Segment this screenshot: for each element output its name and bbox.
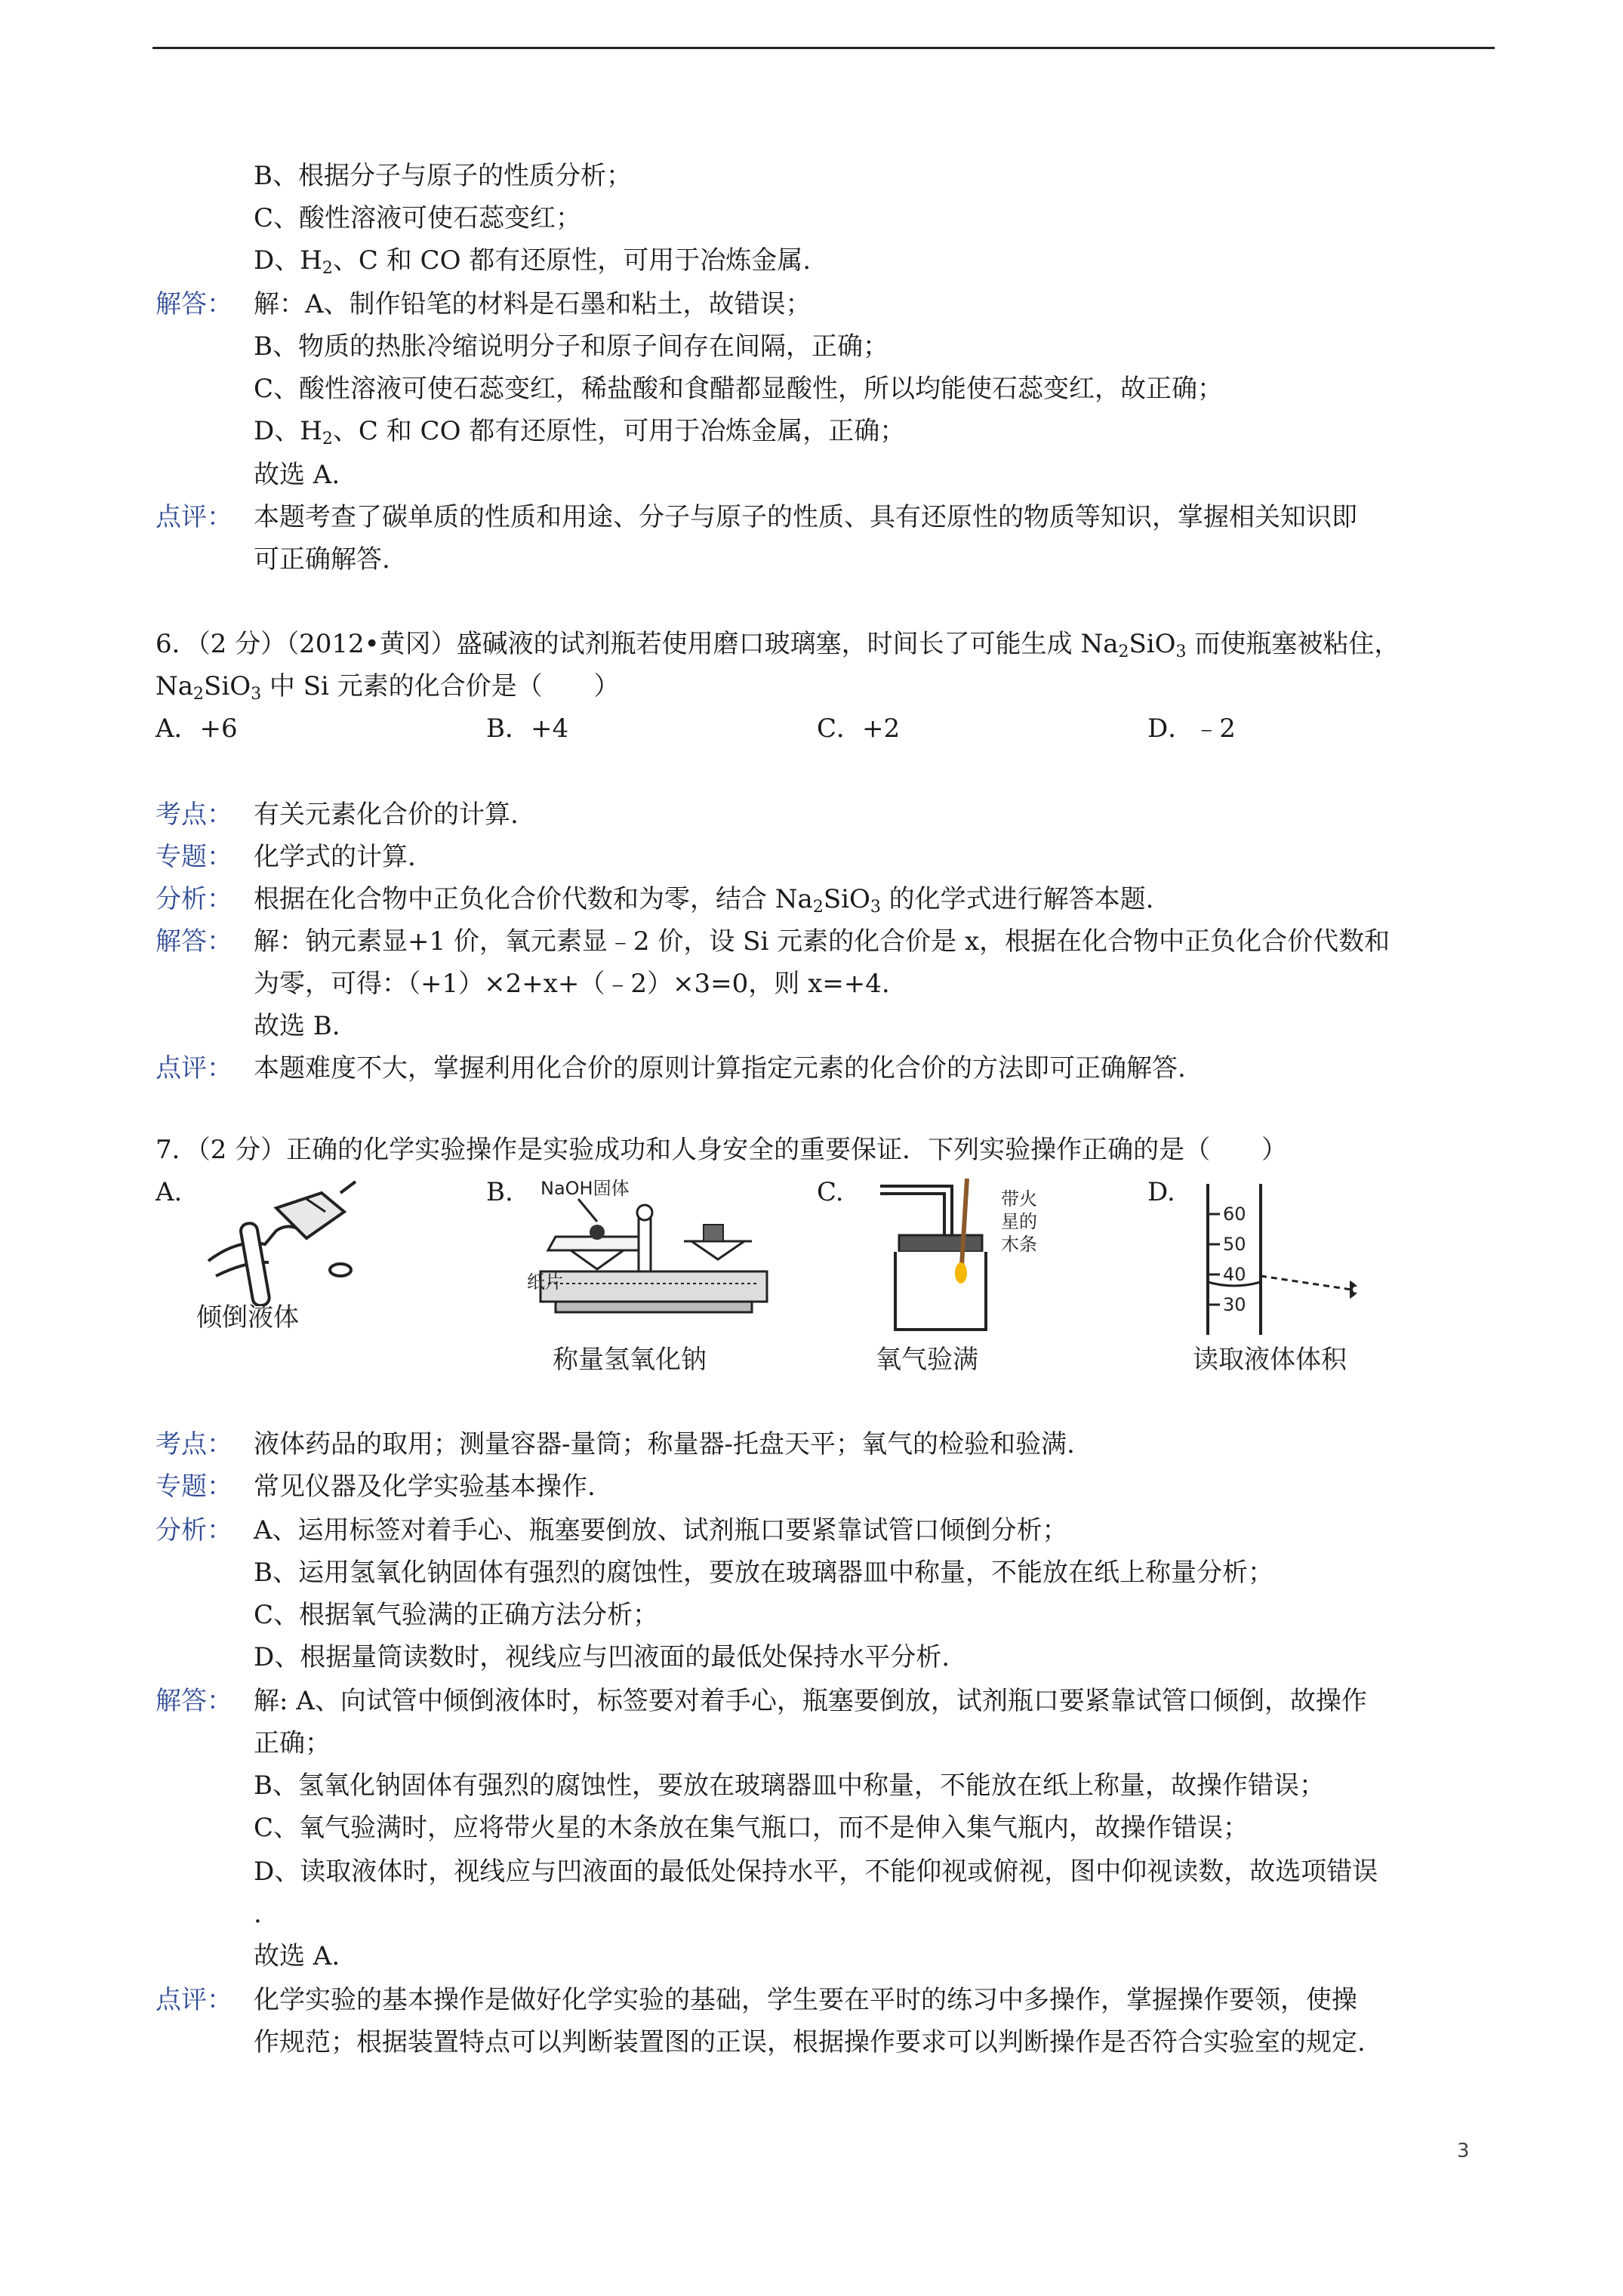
q6-zhuanti-label: 专题： bbox=[156, 842, 233, 872]
prev-analysis-c: C、酸性溶液可使石蕊变红； bbox=[254, 203, 582, 233]
q7-dianping-line1: 化学实验的基本操作是做好化学实验的基础，学生要在平时的练习中多操作，掌握操作要领，使操 bbox=[254, 1985, 1357, 2015]
header-rule bbox=[152, 47, 1495, 49]
prev-analysis-d: D、$H_2$、C 和 CO 都有还原性，可用于冶炼金属. bbox=[254, 245, 812, 278]
q7-figure-b-naoh-label: NaOH固体 bbox=[540, 1178, 630, 1199]
prev-comment-label: 点评： bbox=[156, 502, 233, 532]
q6-fenxi-label: 分析： bbox=[156, 884, 233, 914]
q7-jieda-label: 解答： bbox=[156, 1686, 233, 1716]
q7-jieda-d-line2: . bbox=[254, 1899, 262, 1929]
q7-option-a: A. bbox=[156, 1177, 183, 1207]
q7-figure-b-caption: 称量氢氧化钠 bbox=[553, 1345, 707, 1375]
prev-analysis-b: B、根据分子与原子的性质分析； bbox=[254, 161, 632, 191]
q6-kaodian-label: 考点： bbox=[156, 800, 233, 830]
q6-kaodian: 有关元素化合价的计算. bbox=[254, 800, 519, 830]
q7-figure-d-caption: 读取液体体积 bbox=[1193, 1345, 1347, 1375]
q6-dianping-label: 点评： bbox=[156, 1053, 233, 1083]
q7-jieda-choice: 故选 A. bbox=[254, 1941, 340, 1971]
q7-figure-c-label-3: 木条 bbox=[1001, 1234, 1037, 1255]
q7-figure-c-caption: 氧气验满 bbox=[876, 1345, 978, 1375]
q7-figure-c-label-1: 带火 bbox=[1001, 1188, 1037, 1210]
q6-stem-line2: $Na_2SiO_3$ 中 Si 元素的化合价是（ ） bbox=[156, 671, 620, 704]
q7-figure-a-caption: 倾倒液体 bbox=[196, 1302, 299, 1333]
page-number: 3 bbox=[1457, 2140, 1470, 2162]
q6-jieda-line1: 解：钠元素显+1 价，氧元素显﹣2 价，设 Si 元素的化合价是 x，根据在化合物中正负化合价代数和 bbox=[254, 926, 1390, 957]
prev-answer-a: 解：A、制作铅笔的材料是石墨和粘土，故错误； bbox=[254, 289, 812, 319]
q6-dianping: 本题难度不大，掌握利用化合价的原则计算指定元素的化合价的方法即可正确解答. bbox=[254, 1053, 1186, 1083]
prev-comment-line1: 本题考查了碳单质的性质和用途、分子与原子的性质、具有还原性的物质等知识，掌握相关知识即 bbox=[254, 502, 1357, 532]
q7-jieda-b: B、氢氧化钠固体有强烈的腐蚀性，要放在玻璃器皿中称量，不能放在纸上称量，故操作错误； bbox=[254, 1771, 1325, 1801]
q7-fenxi-b: B、运用氢氧化钠固体有强烈的腐蚀性，要放在玻璃器皿中称量，不能放在纸上称量分析； bbox=[254, 1558, 1273, 1588]
q7-figure-d-tick-30: 30 bbox=[1223, 1294, 1246, 1315]
q6-option-d: D．﹣2 bbox=[1147, 713, 1236, 744]
q7-figure-b-paper-label: 纸片 bbox=[527, 1271, 563, 1293]
q7-option-d: D. bbox=[1147, 1177, 1175, 1207]
q7-fenxi-d: D、根据量筒读数时，视线应与凹液面的最低处保持水平分析. bbox=[254, 1642, 950, 1672]
q7-figure-d-tick-60: 60 bbox=[1223, 1203, 1246, 1225]
q6-jieda-choice: 故选 B. bbox=[254, 1011, 340, 1041]
q6-fenxi: 根据在化合物中正负化合价代数和为零，结合 $Na_2SiO_3$ 的化学式进行解答本题. bbox=[254, 884, 1154, 917]
q7-figure-b-balance-illustration bbox=[525, 1175, 782, 1333]
q7-kaodian-label: 考点： bbox=[156, 1429, 233, 1459]
q7-jieda-d-line1: D、读取液体时，视线应与凹液面的最低处保持水平，不能仰视或俯视，图中仰视读数，故选项错误 bbox=[254, 1857, 1378, 1887]
prev-answer-label: 解答： bbox=[156, 289, 233, 319]
q7-fenxi-c: C、根据氧气验满的正确方法分析； bbox=[254, 1600, 659, 1630]
q7-dianping-label: 点评： bbox=[156, 1985, 233, 2015]
q6-option-b: B．+4 bbox=[486, 713, 569, 744]
q7-figure-a-pouring-illustration bbox=[193, 1178, 367, 1306]
prev-answer-b: B、物质的热胀冷缩说明分子和原子间存在间隔，正确； bbox=[254, 331, 888, 362]
q7-figure-c-oxygen-test-illustration bbox=[865, 1175, 1054, 1341]
q7-figure-d-cylinder-illustration bbox=[1185, 1184, 1397, 1335]
q6-option-a: A．+6 bbox=[156, 713, 238, 744]
q7-dianping-line2: 作规范；根据装置特点可以判断装置图的正误，根据操作要求可以判断操作是否符合实验室的规定. bbox=[254, 2027, 1366, 2057]
q7-jieda-c: C、氧气验满时，应将带火星的木条放在集气瓶口，而不是伸入集气瓶内，故操作错误； bbox=[254, 1813, 1249, 1843]
q7-option-b: B. bbox=[486, 1177, 513, 1207]
prev-comment-line2: 可正确解答. bbox=[254, 544, 390, 575]
q7-fenxi-a: A、运用标签对着手心、瓶塞要倒放、试剂瓶口要紧靠试管口倾倒分析； bbox=[254, 1515, 1068, 1546]
q7-zhuanti: 常见仪器及化学实验基本操作. bbox=[254, 1472, 596, 1502]
q7-jieda-a-line2: 正确； bbox=[254, 1728, 331, 1758]
q7-figure-d-tick-40: 40 bbox=[1223, 1264, 1246, 1285]
q7-figure-d-tick-50: 50 bbox=[1223, 1234, 1246, 1255]
q7-stem: 7．（2 分）正确的化学实验操作是实验成功和人身安全的重要保证．下列实验操作正确的是（ ） bbox=[156, 1135, 1288, 1165]
q6-stem-line1: 6．（2 分）（2012•黄冈）盛碱液的试剂瓶若使用磨口玻璃塞，时间长了可能生成 $Na_2SiO_3$ 而使瓶塞被粘住， bbox=[156, 629, 1400, 661]
q7-figure-c-label-2: 星的 bbox=[1001, 1211, 1037, 1232]
prev-answer-c: C、酸性溶液可使石蕊变红，稀盐酸和食醋都显酸性，所以均能使石蕊变红，故正确； bbox=[254, 374, 1224, 404]
q6-option-c: C．+2 bbox=[817, 713, 901, 744]
q6-zhuanti: 化学式的计算. bbox=[254, 842, 416, 872]
prev-answer-d: D、$H_2$、C 和 CO 都有还原性，可用于冶炼金属，正确； bbox=[254, 416, 906, 448]
q7-kaodian: 液体药品的取用；测量容器-量筒；称量器-托盘天平；氧气的检验和验满. bbox=[254, 1429, 1075, 1459]
q7-fenxi-label: 分析： bbox=[156, 1515, 233, 1546]
q7-zhuanti-label: 专题： bbox=[156, 1472, 233, 1502]
q7-jieda-a-line1: 解: A、向试管中倾倒液体时，标签要对着手心，瓶塞要倒放，试剂瓶口要紧靠试管口倾倒，故操作 bbox=[254, 1686, 1367, 1716]
q6-jieda-line2: 为零，可得：（+1）×2+x+（﹣2）×3=0，则 x=+4. bbox=[254, 969, 890, 999]
q7-option-c: C. bbox=[817, 1177, 844, 1207]
q6-jieda-label: 解答： bbox=[156, 926, 233, 957]
prev-answer-choice: 故选 A. bbox=[254, 460, 340, 490]
